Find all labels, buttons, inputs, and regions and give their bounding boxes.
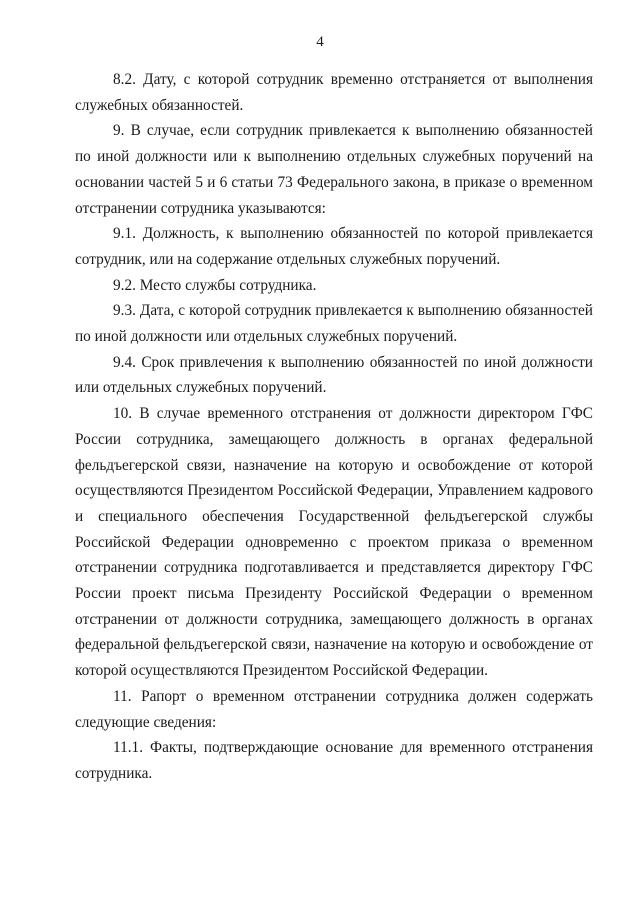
- paragraph-9-3: 9.3. Дата, с которой сотрудник привлекается к выполнению обязанностей по иной должности или отдельных служебных поручений.: [75, 302, 593, 346]
- paragraph-8-2: 8.2. Дату, с которой сотрудник временно отстраняется от выполнения служебных обязанностей.: [75, 71, 593, 114]
- document-body: [75, 67, 593, 787]
- page-number: 4: [316, 34, 324, 50]
- paragraph-9: 9. В случае, если сотрудник привлекается к выполнению обязанностей по иной должности или к выполнению отдельных служебных поручений на основании частей 5 и 6 статьи 73 Федерального закона, в приказе о временном отстранении сотрудника указываются:: [75, 122, 593, 217]
- paragraph-9-2: 9.2. Место службы сотрудника.: [113, 276, 317, 294]
- paragraph-11: 11. Рапорт о временном отстранении сотрудника должен содержать следующие сведения:: [75, 687, 593, 731]
- paragraph-9-4: 9.4. Срок привлечения к выполнению обязанностей по иной должности или отдельных служебных поручений.: [75, 353, 593, 397]
- paragraph-9-1: 9.1. Должность, к выполнению обязанностей по которой привлекается сотрудник, или на содержание отдельных служебных поручений.: [75, 225, 593, 268]
- paragraph-10: 10. В случае временного отстранения от должности директором ГФС России сотрудника, замещающего должность в органах федеральной фельдъегерской связи, назначение на которую и освобождение от которой осуществляются Президентом Российской Федерации, Управлением кадрового и специального обеспечения Государственной фельдъегерской службы Российской Федерации одновременно с проектом приказа о временном отстранении сотрудника подготавливается и представляется директору ГФС России проект письма Президенту Российской Федерации о временном отстранении от должности сотрудника, замещающего должность в органах федеральной фельдъегерской связи, назначение на которую и освобождение от которой осуществляются Президентом Российской Федерации.: [75, 405, 593, 680]
- paragraph-11-1: 11.1. Факты, подтверждающие основание для временного отстранения сотрудника.: [75, 739, 593, 782]
